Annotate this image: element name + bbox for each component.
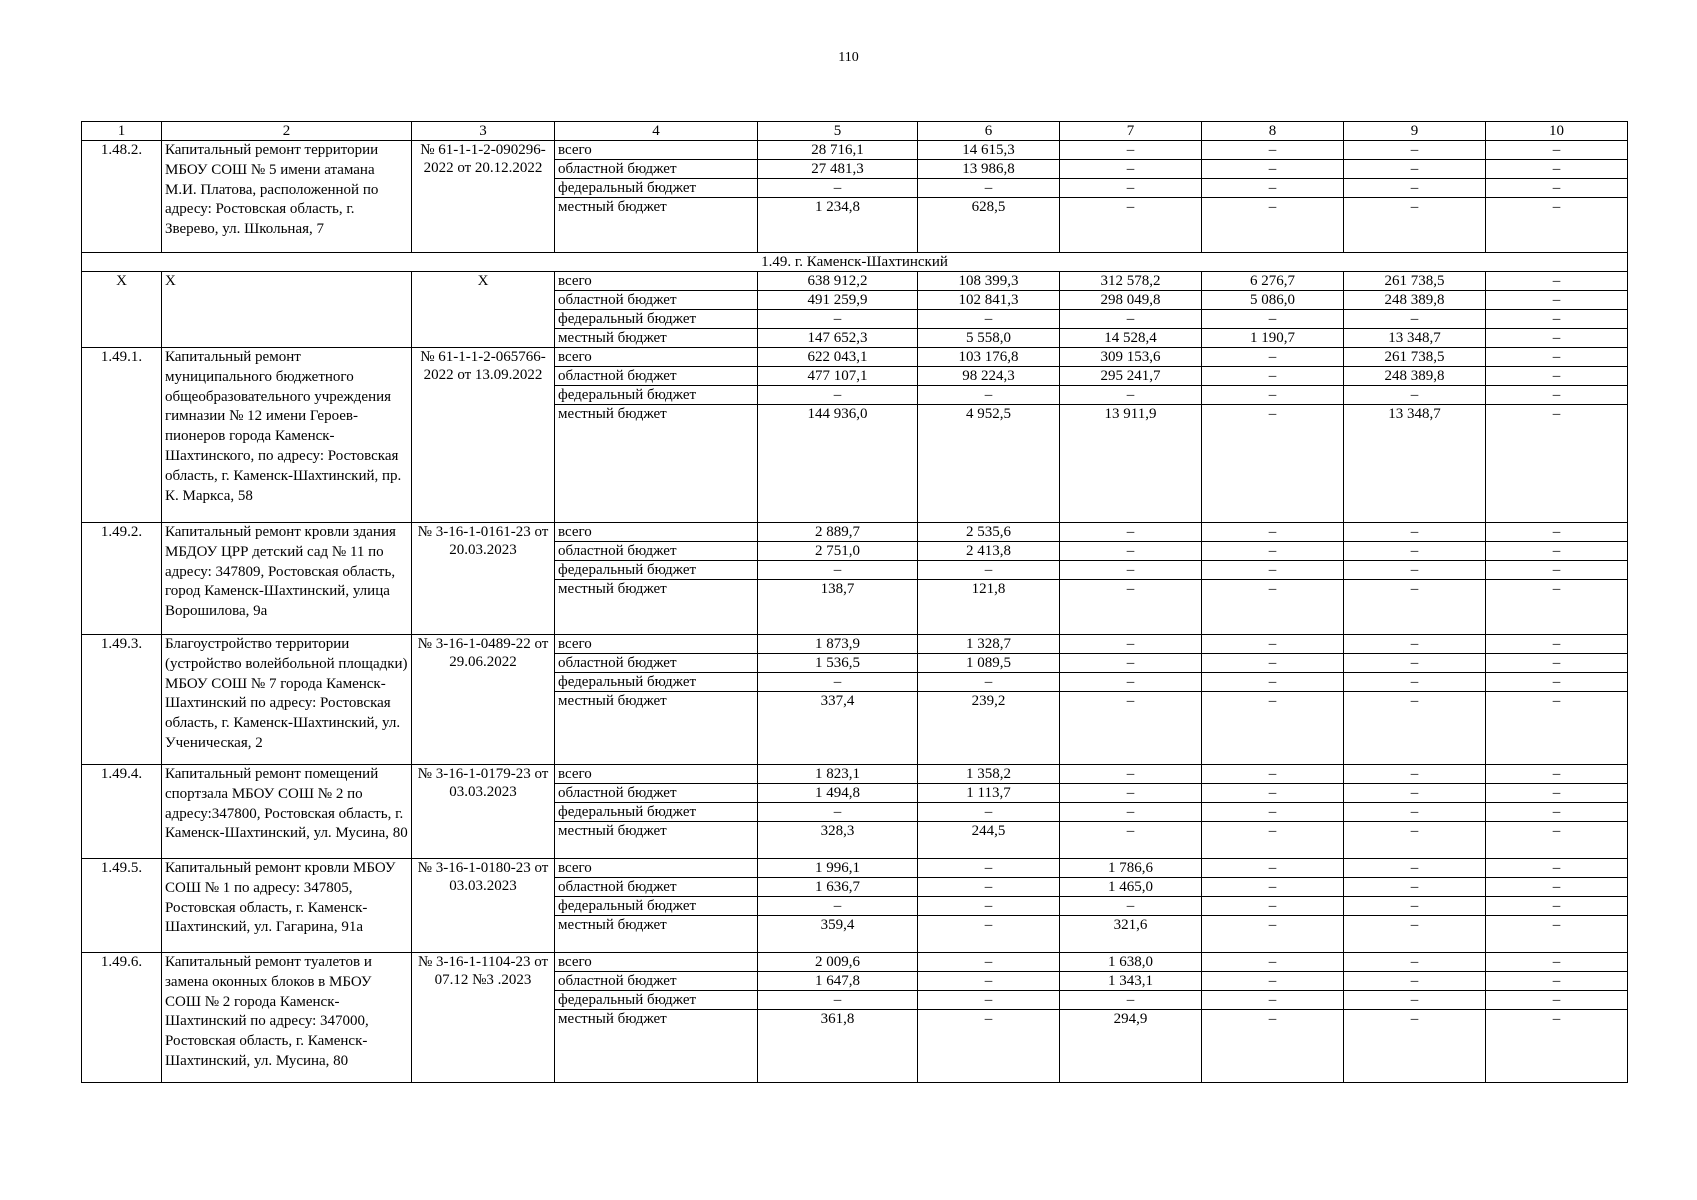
value-cell: 1 786,6 (1060, 859, 1202, 878)
value-cell: 244,5 (918, 822, 1060, 859)
value-cell: – (1202, 179, 1344, 198)
budget-type: местный бюджет (555, 692, 758, 765)
budget-type: федеральный бюджет (555, 991, 758, 1010)
table-row (82, 272, 1628, 291)
value-cell: – (1202, 386, 1344, 405)
column-number-7: 7 (1060, 122, 1202, 141)
value-cell: – (1486, 991, 1628, 1010)
budget-type: всего (555, 765, 758, 784)
budget-type: федеральный бюджет (555, 803, 758, 822)
value-cell: – (918, 859, 1060, 878)
value-cell: – (1202, 765, 1344, 784)
budget-type: областной бюджет (555, 878, 758, 897)
value-cell: – (1060, 803, 1202, 822)
budget-type: всего (555, 523, 758, 542)
object-name: Капитальный ремонт кровли здания МБДОУ ЦРР детский сад № 11 по адресу: 347809, Ростовская область, город Каменск-Шахтинский, улица Ворошилова, 9а (162, 523, 412, 635)
value-cell: – (1486, 859, 1628, 878)
value-cell: – (1344, 523, 1486, 542)
column-number-1: 1 (82, 122, 162, 141)
value-cell: 27 481,3 (758, 160, 918, 179)
value-cell: 14 528,4 (1060, 329, 1202, 348)
value-cell: 5 086,0 (1202, 291, 1344, 310)
value-cell: – (1486, 160, 1628, 179)
value-cell: 2 889,7 (758, 523, 918, 542)
column-number-4: 4 (555, 122, 758, 141)
value-cell: – (1202, 561, 1344, 580)
budget-table (81, 121, 1628, 1083)
value-cell: – (758, 310, 918, 329)
budget-type: местный бюджет (555, 329, 758, 348)
value-cell: – (758, 897, 918, 916)
object-name: Благоустройство территории (устройство волейбольной площадки) МБОУ СОШ № 7 города Каменск-Шахтинский по адресу: Ростовская область, г. Каменск-Шахтинский, ул. Ученическая, 2 (162, 635, 412, 765)
value-cell: – (1344, 991, 1486, 1010)
budget-type: местный бюджет (555, 916, 758, 953)
column-number-9: 9 (1344, 122, 1486, 141)
value-cell: 13 348,7 (1344, 405, 1486, 523)
value-cell: 1 873,9 (758, 635, 918, 654)
value-cell: – (1344, 141, 1486, 160)
value-cell: – (918, 673, 1060, 692)
budget-type: местный бюджет (555, 580, 758, 635)
budget-type: всего (555, 272, 758, 291)
value-cell: – (1486, 198, 1628, 253)
object-name: Капитальный ремонт туалетов и замена оконных блоков в МБОУ СОШ № 2 города Каменск-Шахтинский по адресу: 347000, Ростовская область, г. Каменск-Шахтинский, ул. Мусина, 80 (162, 953, 412, 1083)
value-cell: – (918, 561, 1060, 580)
budget-type: федеральный бюджет (555, 673, 758, 692)
value-cell: 121,8 (918, 580, 1060, 635)
row-id: 1.49.1. (82, 348, 162, 523)
value-cell: 1 638,0 (1060, 953, 1202, 972)
value-cell: – (1060, 784, 1202, 803)
value-cell: – (1486, 654, 1628, 673)
value-cell: 491 259,9 (758, 291, 918, 310)
value-cell: – (1486, 692, 1628, 765)
value-cell: – (1344, 635, 1486, 654)
value-cell: – (1202, 991, 1344, 1010)
value-cell: 261 738,5 (1344, 348, 1486, 367)
value-cell: 28 716,1 (758, 141, 918, 160)
value-cell: 337,4 (758, 692, 918, 765)
value-cell: – (1060, 561, 1202, 580)
value-cell: – (1202, 310, 1344, 329)
value-cell: 361,8 (758, 1010, 918, 1083)
value-cell: – (918, 179, 1060, 198)
row-id: 1.49.6. (82, 953, 162, 1083)
value-cell: – (1486, 803, 1628, 822)
value-cell: 295 241,7 (1060, 367, 1202, 386)
value-cell: – (1344, 953, 1486, 972)
value-cell: – (1060, 542, 1202, 561)
budget-type: местный бюджет (555, 198, 758, 253)
value-cell: – (918, 953, 1060, 972)
budget-type: областной бюджет (555, 367, 758, 386)
value-cell: – (1202, 878, 1344, 897)
value-cell: – (1060, 310, 1202, 329)
value-cell: 321,6 (1060, 916, 1202, 953)
column-number-5: 5 (758, 122, 918, 141)
value-cell: 1 647,8 (758, 972, 918, 991)
value-cell: 1 465,0 (1060, 878, 1202, 897)
budget-type: всего (555, 953, 758, 972)
value-cell: 147 652,3 (758, 329, 918, 348)
value-cell: 2 535,6 (918, 523, 1060, 542)
value-cell: – (758, 803, 918, 822)
value-cell: – (1060, 765, 1202, 784)
column-number-6: 6 (918, 122, 1060, 141)
row-id: Х (82, 272, 162, 348)
section-row (82, 253, 1628, 272)
value-cell: – (1344, 803, 1486, 822)
value-cell: 1 494,8 (758, 784, 918, 803)
value-cell: – (1060, 160, 1202, 179)
value-cell: – (1202, 348, 1344, 367)
value-cell: – (1344, 897, 1486, 916)
value-cell: 1 113,7 (918, 784, 1060, 803)
value-cell: – (1202, 580, 1344, 635)
value-cell: – (1344, 878, 1486, 897)
row-id: 1.48.2. (82, 141, 162, 253)
value-cell: 638 912,2 (758, 272, 918, 291)
value-cell: 294,9 (1060, 1010, 1202, 1083)
budget-type: областной бюджет (555, 291, 758, 310)
value-cell: – (1344, 198, 1486, 253)
value-cell: 2 751,0 (758, 542, 918, 561)
budget-type: всего (555, 348, 758, 367)
value-cell: – (1486, 542, 1628, 561)
table-row (82, 859, 1628, 878)
value-cell: 1 536,5 (758, 654, 918, 673)
document-number: № 3-16-1-0180-23 от 03.03.2023 (412, 859, 555, 953)
value-cell: – (1486, 916, 1628, 953)
value-cell: 5 558,0 (918, 329, 1060, 348)
value-cell: – (1202, 692, 1344, 765)
value-cell: 138,7 (758, 580, 918, 635)
object-name: Капитальный ремонт помещений спортзала МБОУ СОШ № 2 по адресу:347800, Ростовская область, г. Каменск-Шахтинский, ул. Мусина, 80 (162, 765, 412, 859)
row-id: 1.49.4. (82, 765, 162, 859)
budget-type: областной бюджет (555, 784, 758, 803)
row-id: 1.49.2. (82, 523, 162, 635)
value-cell: – (1060, 198, 1202, 253)
value-cell: – (1060, 897, 1202, 916)
document-number: № 3-16-1-0179-23 от 03.03.2023 (412, 765, 555, 859)
value-cell: – (1486, 179, 1628, 198)
value-cell: – (1060, 580, 1202, 635)
value-cell: – (1486, 822, 1628, 859)
value-cell: – (758, 179, 918, 198)
value-cell: – (1344, 972, 1486, 991)
value-cell: – (1060, 635, 1202, 654)
value-cell: – (1344, 1010, 1486, 1083)
value-cell: – (1202, 916, 1344, 953)
table-row (82, 953, 1628, 972)
value-cell: – (1060, 179, 1202, 198)
value-cell: – (1060, 654, 1202, 673)
value-cell: 2 009,6 (758, 953, 918, 972)
object-name: Капитальный ремонт кровли МБОУ СОШ № 1 по адресу: 347805, Ростовская область, г. Каменск-Шахтинский, ул. Гагарина, 91а (162, 859, 412, 953)
value-cell: 13 986,8 (918, 160, 1060, 179)
value-cell: – (1202, 635, 1344, 654)
value-cell: 1 996,1 (758, 859, 918, 878)
document-number: № 61-1-1-2-090296-2022 от 20.12.2022 (412, 141, 555, 253)
budget-type: областной бюджет (555, 972, 758, 991)
budget-type: федеральный бюджет (555, 386, 758, 405)
value-cell: – (1344, 542, 1486, 561)
document-number: № 61-1-1-2-065766-2022 от 13.09.2022 (412, 348, 555, 523)
value-cell: – (1202, 953, 1344, 972)
value-cell: – (758, 673, 918, 692)
object-name: Капитальный ремонт территории МБОУ СОШ № 5 имени атамана М.И. Платова, расположенной по адресу: Ростовская область, г. Зверево, ул. Школьная, 7 (162, 141, 412, 253)
value-cell: – (758, 561, 918, 580)
row-id: 1.49.5. (82, 859, 162, 953)
table-row (82, 141, 1628, 160)
budget-type: областной бюджет (555, 160, 758, 179)
value-cell: – (1202, 972, 1344, 991)
value-cell: – (1486, 580, 1628, 635)
value-cell: – (1202, 367, 1344, 386)
value-cell: 261 738,5 (1344, 272, 1486, 291)
value-cell: 622 043,1 (758, 348, 918, 367)
value-cell: 4 952,5 (918, 405, 1060, 523)
value-cell: – (1060, 692, 1202, 765)
value-cell: – (1202, 822, 1344, 859)
column-number-10: 10 (1486, 122, 1628, 141)
budget-type: областной бюджет (555, 542, 758, 561)
value-cell: – (1202, 523, 1344, 542)
table-header-row (82, 122, 1628, 141)
value-cell: – (1202, 1010, 1344, 1083)
value-cell: 1 190,7 (1202, 329, 1344, 348)
value-cell: – (1486, 561, 1628, 580)
value-cell: – (1344, 916, 1486, 953)
value-cell: – (1344, 673, 1486, 692)
document-number: № 3-16-1-1104-23 от 07.12 №3 .2023 (412, 953, 555, 1083)
budget-type: областной бюджет (555, 654, 758, 673)
value-cell: – (1486, 272, 1628, 291)
value-cell: – (918, 991, 1060, 1010)
budget-type: всего (555, 141, 758, 160)
value-cell: 1 358,2 (918, 765, 1060, 784)
value-cell: – (1486, 765, 1628, 784)
value-cell: 1 636,7 (758, 878, 918, 897)
value-cell: 144 936,0 (758, 405, 918, 523)
value-cell: – (1202, 784, 1344, 803)
value-cell: – (1486, 897, 1628, 916)
value-cell: – (918, 972, 1060, 991)
value-cell: – (1344, 654, 1486, 673)
document-number: Х (412, 272, 555, 348)
value-cell: – (1202, 405, 1344, 523)
column-number-2: 2 (162, 122, 412, 141)
value-cell: 248 389,8 (1344, 367, 1486, 386)
value-cell: – (918, 897, 1060, 916)
budget-type: федеральный бюджет (555, 179, 758, 198)
value-cell: – (1202, 803, 1344, 822)
value-cell: – (1202, 141, 1344, 160)
value-cell: – (1344, 784, 1486, 803)
value-cell: – (1202, 654, 1344, 673)
section-title: 1.49. г. Каменск-Шахтинский (82, 253, 1628, 272)
value-cell: – (1060, 141, 1202, 160)
value-cell: – (1486, 972, 1628, 991)
value-cell: 1 343,1 (1060, 972, 1202, 991)
column-number-3: 3 (412, 122, 555, 141)
budget-type: федеральный бюджет (555, 310, 758, 329)
value-cell: – (1486, 141, 1628, 160)
value-cell: – (918, 916, 1060, 953)
value-cell: – (1344, 580, 1486, 635)
value-cell: 14 615,3 (918, 141, 1060, 160)
document-number: № 3-16-1-0489-22 от 29.06.2022 (412, 635, 555, 765)
value-cell: 2 413,8 (918, 542, 1060, 561)
value-cell: 102 841,3 (918, 291, 1060, 310)
value-cell: – (1344, 692, 1486, 765)
value-cell: – (1060, 523, 1202, 542)
table-row (82, 765, 1628, 784)
value-cell: – (1486, 523, 1628, 542)
page-number: 110 (838, 50, 859, 65)
value-cell: 1 823,1 (758, 765, 918, 784)
value-cell: – (1344, 179, 1486, 198)
value-cell: – (1486, 635, 1628, 654)
column-number-8: 8 (1202, 122, 1344, 141)
value-cell: 477 107,1 (758, 367, 918, 386)
budget-type: местный бюджет (555, 822, 758, 859)
document-number: № 3-16-1-0161-23 от 20.03.2023 (412, 523, 555, 635)
value-cell: – (1202, 160, 1344, 179)
value-cell: – (1486, 878, 1628, 897)
value-cell: – (1486, 329, 1628, 348)
value-cell: – (1486, 310, 1628, 329)
value-cell: – (1202, 542, 1344, 561)
value-cell: – (1486, 291, 1628, 310)
value-cell: – (1060, 673, 1202, 692)
value-cell: 103 176,8 (918, 348, 1060, 367)
value-cell: – (1486, 673, 1628, 692)
value-cell: 1 328,7 (918, 635, 1060, 654)
budget-type: местный бюджет (555, 405, 758, 523)
value-cell: 359,4 (758, 916, 918, 953)
value-cell: – (1486, 1010, 1628, 1083)
value-cell: – (1344, 822, 1486, 859)
value-cell: – (1486, 386, 1628, 405)
value-cell: 1 234,8 (758, 198, 918, 253)
value-cell: – (758, 991, 918, 1010)
value-cell: 298 049,8 (1060, 291, 1202, 310)
value-cell: 6 276,7 (1202, 272, 1344, 291)
value-cell: – (1344, 561, 1486, 580)
value-cell: – (1486, 405, 1628, 523)
value-cell: – (918, 878, 1060, 897)
value-cell: 328,3 (758, 822, 918, 859)
budget-type: федеральный бюджет (555, 561, 758, 580)
value-cell: – (1202, 198, 1344, 253)
value-cell: 13 911,9 (1060, 405, 1202, 523)
value-cell: – (1344, 765, 1486, 784)
value-cell: – (918, 1010, 1060, 1083)
table-row (82, 523, 1628, 542)
value-cell: – (1486, 348, 1628, 367)
value-cell: – (1202, 673, 1344, 692)
table-row (82, 635, 1628, 654)
value-cell: 13 348,7 (1344, 329, 1486, 348)
value-cell: – (1344, 310, 1486, 329)
value-cell: – (1060, 822, 1202, 859)
value-cell: – (1486, 784, 1628, 803)
value-cell: 628,5 (918, 198, 1060, 253)
value-cell: 248 389,8 (1344, 291, 1486, 310)
value-cell: – (1202, 897, 1344, 916)
object-name: Х (162, 272, 412, 348)
table-row (82, 348, 1628, 367)
value-cell: – (1344, 859, 1486, 878)
value-cell: 108 399,3 (918, 272, 1060, 291)
budget-type: всего (555, 635, 758, 654)
value-cell: – (1344, 160, 1486, 179)
value-cell: 98 224,3 (918, 367, 1060, 386)
value-cell: – (918, 386, 1060, 405)
value-cell: – (1060, 386, 1202, 405)
value-cell: 239,2 (918, 692, 1060, 765)
value-cell: – (1060, 991, 1202, 1010)
value-cell: – (1202, 859, 1344, 878)
budget-type: федеральный бюджет (555, 897, 758, 916)
row-id: 1.49.3. (82, 635, 162, 765)
object-name: Капитальный ремонт муниципального бюджетного общеобразовательного учреждения гимназии № 12 имени Героев-пионеров города Каменск-Шахтинского, по адресу: Ростовская область, г. Каменск-Шахтинский, пр. К. Маркса, 58 (162, 348, 412, 523)
budget-type: всего (555, 859, 758, 878)
value-cell: – (1344, 386, 1486, 405)
value-cell: – (1486, 953, 1628, 972)
value-cell: – (918, 310, 1060, 329)
value-cell: 312 578,2 (1060, 272, 1202, 291)
value-cell: 1 089,5 (918, 654, 1060, 673)
value-cell: – (1486, 367, 1628, 386)
budget-type: местный бюджет (555, 1010, 758, 1083)
value-cell: 309 153,6 (1060, 348, 1202, 367)
value-cell: – (758, 386, 918, 405)
value-cell: – (918, 803, 1060, 822)
